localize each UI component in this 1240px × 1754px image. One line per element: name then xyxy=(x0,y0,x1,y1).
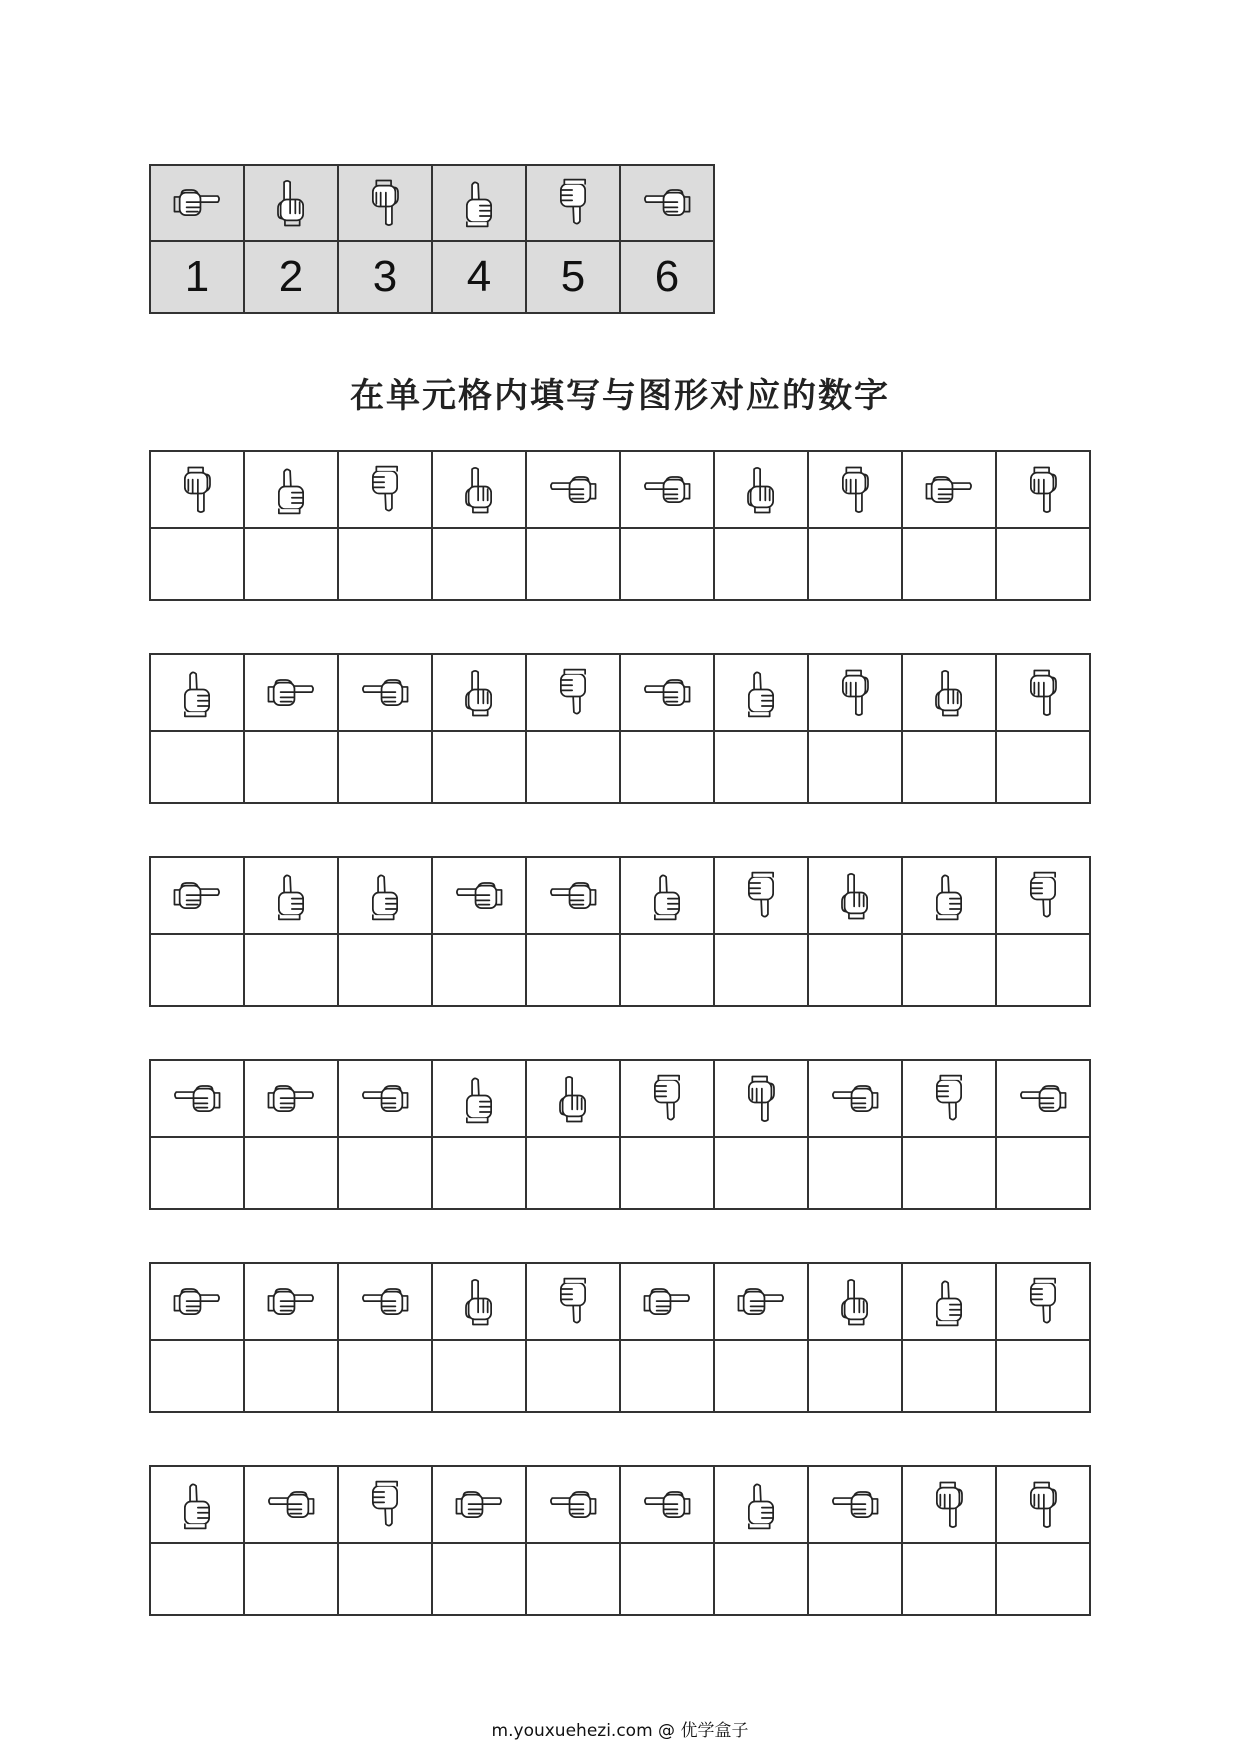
key-hand-cell xyxy=(244,165,338,241)
exercise-grid xyxy=(149,1262,1091,1413)
answer-cell[interactable] xyxy=(714,1137,808,1209)
hand-cell xyxy=(150,1060,244,1137)
hand-cell xyxy=(432,1060,526,1137)
hand-pointing-up-icon xyxy=(829,1276,881,1328)
answer-cell[interactable] xyxy=(244,731,338,803)
key-hand-cell xyxy=(432,165,526,241)
hand-cell xyxy=(338,451,432,528)
hand-pointing-left-icon xyxy=(359,1276,411,1328)
answer-cell[interactable] xyxy=(808,528,902,600)
answer-cell[interactable] xyxy=(714,528,808,600)
key-hand-cell xyxy=(338,165,432,241)
grid-answers-row xyxy=(150,1137,1090,1209)
answer-cell[interactable] xyxy=(244,528,338,600)
hand-cell xyxy=(526,451,620,528)
hand-cell xyxy=(150,654,244,731)
answer-cell[interactable] xyxy=(808,934,902,1006)
answer-cell[interactable] xyxy=(902,1340,996,1412)
grid-answers-row xyxy=(150,528,1090,600)
hand-pointing-right-icon xyxy=(923,464,975,516)
key-number-cell: 1 xyxy=(150,241,244,313)
hand-pointing-right-icon xyxy=(641,1276,693,1328)
thumbs-down-icon xyxy=(923,1073,975,1125)
exercise-grid xyxy=(149,1059,1091,1210)
hand-pointing-up-icon xyxy=(735,464,787,516)
thumbs-up-icon xyxy=(171,1479,223,1531)
answer-cell[interactable] xyxy=(808,731,902,803)
answer-cell[interactable] xyxy=(150,934,244,1006)
hand-cell xyxy=(244,451,338,528)
thumbs-up-icon xyxy=(735,1479,787,1531)
hand-pointing-up-icon xyxy=(453,667,505,719)
hand-cell xyxy=(902,1263,996,1340)
answer-cell[interactable] xyxy=(244,1543,338,1615)
answer-cell[interactable] xyxy=(244,934,338,1006)
hand-cell xyxy=(714,654,808,731)
thumbs-up-icon xyxy=(265,870,317,922)
answer-cell[interactable] xyxy=(714,1543,808,1615)
hand-cell xyxy=(996,1263,1090,1340)
hand-pointing-down-icon xyxy=(735,1073,787,1125)
answer-cell[interactable] xyxy=(902,731,996,803)
grid-hands-row xyxy=(150,1263,1090,1340)
hand-cell xyxy=(526,1060,620,1137)
hand-cell xyxy=(620,857,714,934)
exercise-grid xyxy=(149,653,1091,804)
hand-cell xyxy=(432,857,526,934)
thumbs-up-icon xyxy=(923,870,975,922)
answer-cell[interactable] xyxy=(996,934,1090,1006)
hand-cell xyxy=(714,451,808,528)
hand-cell xyxy=(620,1060,714,1137)
hand-cell xyxy=(808,654,902,731)
answer-cell[interactable] xyxy=(338,528,432,600)
hand-pointing-right-icon xyxy=(171,1276,223,1328)
hand-pointing-down-icon xyxy=(1017,1479,1069,1531)
thumbs-up-icon xyxy=(453,1073,505,1125)
hand-cell xyxy=(338,1263,432,1340)
grid-hands-row xyxy=(150,451,1090,528)
hand-pointing-left-icon xyxy=(641,667,693,719)
hand-pointing-left-icon xyxy=(641,177,693,229)
hand-cell xyxy=(902,1466,996,1543)
thumbs-down-icon xyxy=(547,667,599,719)
hand-pointing-down-icon xyxy=(923,1479,975,1531)
hand-cell xyxy=(620,1263,714,1340)
hand-cell xyxy=(996,1466,1090,1543)
hand-pointing-up-icon xyxy=(453,1276,505,1328)
answer-cell[interactable] xyxy=(620,1543,714,1615)
hand-cell xyxy=(526,654,620,731)
hand-cell xyxy=(714,1466,808,1543)
thumbs-down-icon xyxy=(547,177,599,229)
thumbs-down-icon xyxy=(1017,870,1069,922)
hand-cell xyxy=(808,1263,902,1340)
hand-pointing-up-icon xyxy=(923,667,975,719)
hand-pointing-left-icon xyxy=(829,1073,881,1125)
answer-cell[interactable] xyxy=(150,1340,244,1412)
hand-pointing-down-icon xyxy=(1017,667,1069,719)
thumbs-up-icon xyxy=(923,1276,975,1328)
thumbs-down-icon xyxy=(641,1073,693,1125)
key-number-cell: 5 xyxy=(526,241,620,313)
hand-cell xyxy=(338,857,432,934)
grid-hands-row xyxy=(150,857,1090,934)
hand-cell xyxy=(338,1466,432,1543)
answer-cell[interactable] xyxy=(808,1340,902,1412)
hand-cell xyxy=(338,1060,432,1137)
hand-pointing-left-icon xyxy=(641,464,693,516)
hand-pointing-left-icon xyxy=(359,1073,411,1125)
answer-cell[interactable] xyxy=(996,528,1090,600)
hand-cell xyxy=(150,451,244,528)
answer-cell[interactable] xyxy=(714,1340,808,1412)
key-number-cell: 3 xyxy=(338,241,432,313)
answer-cell[interactable] xyxy=(150,731,244,803)
answer-cell[interactable] xyxy=(432,731,526,803)
answer-cell[interactable] xyxy=(902,1137,996,1209)
hand-pointing-up-icon xyxy=(453,464,505,516)
key-table xyxy=(149,164,715,314)
hand-cell xyxy=(808,857,902,934)
answer-cell[interactable] xyxy=(338,1340,432,1412)
hand-pointing-down-icon xyxy=(829,464,881,516)
answer-cell[interactable] xyxy=(150,528,244,600)
answer-cell[interactable] xyxy=(526,528,620,600)
hand-cell xyxy=(996,857,1090,934)
grid-answers-row xyxy=(150,1340,1090,1412)
answer-cell[interactable] xyxy=(526,1340,620,1412)
footer-watermark: m.youxuehezi.com @ 优学盒子 xyxy=(491,1721,749,1741)
key-hand-cell xyxy=(620,165,714,241)
answer-cell[interactable] xyxy=(150,1137,244,1209)
hand-cell xyxy=(714,1263,808,1340)
key-number-cell: 4 xyxy=(432,241,526,313)
grid-answers-row xyxy=(150,1543,1090,1615)
hand-cell xyxy=(714,857,808,934)
answer-cell[interactable] xyxy=(902,934,996,1006)
thumbs-up-icon xyxy=(641,870,693,922)
hand-pointing-left-icon xyxy=(547,464,599,516)
thumbs-down-icon xyxy=(359,1479,411,1531)
answer-cell[interactable] xyxy=(902,1543,996,1615)
hand-pointing-right-icon xyxy=(735,1276,787,1328)
hand-cell xyxy=(244,1466,338,1543)
hand-pointing-right-icon xyxy=(453,1479,505,1531)
hand-pointing-left-icon xyxy=(265,1479,317,1531)
exercise-grid xyxy=(149,856,1091,1007)
answer-cell[interactable] xyxy=(526,731,620,803)
grid-hands-row xyxy=(150,1060,1090,1137)
hand-cell xyxy=(902,1060,996,1137)
thumbs-down-icon xyxy=(547,1276,599,1328)
answer-cell[interactable] xyxy=(526,1543,620,1615)
hand-cell xyxy=(150,857,244,934)
hand-pointing-left-icon xyxy=(359,667,411,719)
answer-cell[interactable] xyxy=(526,934,620,1006)
hand-pointing-up-icon xyxy=(265,177,317,229)
answer-cell[interactable] xyxy=(996,731,1090,803)
key-hands-row xyxy=(150,165,714,241)
grid-hands-row xyxy=(150,654,1090,731)
thumbs-up-icon xyxy=(453,177,505,229)
hand-pointing-right-icon xyxy=(265,1276,317,1328)
hand-cell xyxy=(432,654,526,731)
answer-cell[interactable] xyxy=(338,731,432,803)
hand-cell xyxy=(526,857,620,934)
hand-pointing-down-icon xyxy=(829,667,881,719)
answer-cell[interactable] xyxy=(432,1137,526,1209)
answer-cell[interactable] xyxy=(432,1340,526,1412)
hand-cell xyxy=(432,451,526,528)
answer-cell[interactable] xyxy=(432,1543,526,1615)
hand-cell xyxy=(808,451,902,528)
hand-cell xyxy=(244,1060,338,1137)
hand-pointing-up-icon xyxy=(829,870,881,922)
hand-pointing-left-icon xyxy=(171,1073,223,1125)
hand-pointing-left-icon xyxy=(829,1479,881,1531)
hand-pointing-down-icon xyxy=(359,177,411,229)
hand-cell xyxy=(902,451,996,528)
answer-cell[interactable] xyxy=(432,528,526,600)
key-hand-cell xyxy=(526,165,620,241)
answer-cell[interactable] xyxy=(432,934,526,1006)
hand-pointing-left-icon xyxy=(547,1479,599,1531)
hand-cell xyxy=(526,1466,620,1543)
answer-cell[interactable] xyxy=(338,934,432,1006)
answer-cell[interactable] xyxy=(808,1137,902,1209)
thumbs-up-icon xyxy=(735,667,787,719)
thumbs-down-icon xyxy=(735,870,787,922)
hand-pointing-left-icon xyxy=(1017,1073,1069,1125)
hand-pointing-up-icon xyxy=(547,1073,599,1125)
hand-cell xyxy=(714,1060,808,1137)
hand-cell xyxy=(620,1466,714,1543)
hand-cell xyxy=(526,1263,620,1340)
answer-cell[interactable] xyxy=(808,1543,902,1615)
exercise-grid xyxy=(149,1465,1091,1616)
hand-pointing-left-icon xyxy=(453,870,505,922)
answer-cell[interactable] xyxy=(150,1543,244,1615)
answer-cell[interactable] xyxy=(996,1340,1090,1412)
hand-pointing-right-icon xyxy=(171,870,223,922)
hand-pointing-left-icon xyxy=(641,1479,693,1531)
hand-cell xyxy=(808,1466,902,1543)
answer-cell[interactable] xyxy=(620,934,714,1006)
key-number-cell: 6 xyxy=(620,241,714,313)
answer-cell[interactable] xyxy=(714,731,808,803)
hand-cell xyxy=(244,857,338,934)
answer-cell[interactable] xyxy=(338,1543,432,1615)
thumbs-down-icon xyxy=(359,464,411,516)
key-numbers-row xyxy=(150,241,714,313)
hand-cell xyxy=(338,654,432,731)
answer-cell[interactable] xyxy=(620,528,714,600)
answer-cell[interactable] xyxy=(620,1137,714,1209)
answer-cell[interactable] xyxy=(338,1137,432,1209)
answer-cell[interactable] xyxy=(902,528,996,600)
answer-cell[interactable] xyxy=(244,1340,338,1412)
thumbs-up-icon xyxy=(359,870,411,922)
key-number-cell: 2 xyxy=(244,241,338,313)
answer-cell[interactable] xyxy=(620,1340,714,1412)
hand-cell xyxy=(150,1466,244,1543)
thumbs-down-icon xyxy=(1017,1276,1069,1328)
hand-cell xyxy=(902,654,996,731)
key-hand-cell xyxy=(150,165,244,241)
hand-pointing-right-icon xyxy=(265,667,317,719)
hand-pointing-right-icon xyxy=(171,177,223,229)
hand-cell xyxy=(902,857,996,934)
grid-hands-row xyxy=(150,1466,1090,1543)
answer-cell[interactable] xyxy=(996,1137,1090,1209)
instruction-title: 在单元格内填写与图形对应的数字 xyxy=(350,376,890,416)
grid-answers-row xyxy=(150,731,1090,803)
answer-cell[interactable] xyxy=(526,1137,620,1209)
thumbs-up-icon xyxy=(265,464,317,516)
hand-cell xyxy=(150,1263,244,1340)
answer-cell[interactable] xyxy=(996,1543,1090,1615)
hand-cell xyxy=(432,1466,526,1543)
answer-cell[interactable] xyxy=(714,934,808,1006)
hand-cell xyxy=(432,1263,526,1340)
hand-cell xyxy=(244,654,338,731)
hand-pointing-down-icon xyxy=(1017,464,1069,516)
hand-cell xyxy=(808,1060,902,1137)
exercise-grid xyxy=(149,450,1091,601)
answer-cell[interactable] xyxy=(244,1137,338,1209)
hand-cell xyxy=(620,451,714,528)
hand-cell xyxy=(996,654,1090,731)
hand-pointing-right-icon xyxy=(265,1073,317,1125)
hand-cell xyxy=(244,1263,338,1340)
hand-cell xyxy=(620,654,714,731)
hand-cell xyxy=(996,451,1090,528)
grid-answers-row xyxy=(150,934,1090,1006)
answer-cell[interactable] xyxy=(620,731,714,803)
hand-pointing-down-icon xyxy=(171,464,223,516)
hand-pointing-left-icon xyxy=(547,870,599,922)
thumbs-up-icon xyxy=(171,667,223,719)
hand-cell xyxy=(996,1060,1090,1137)
